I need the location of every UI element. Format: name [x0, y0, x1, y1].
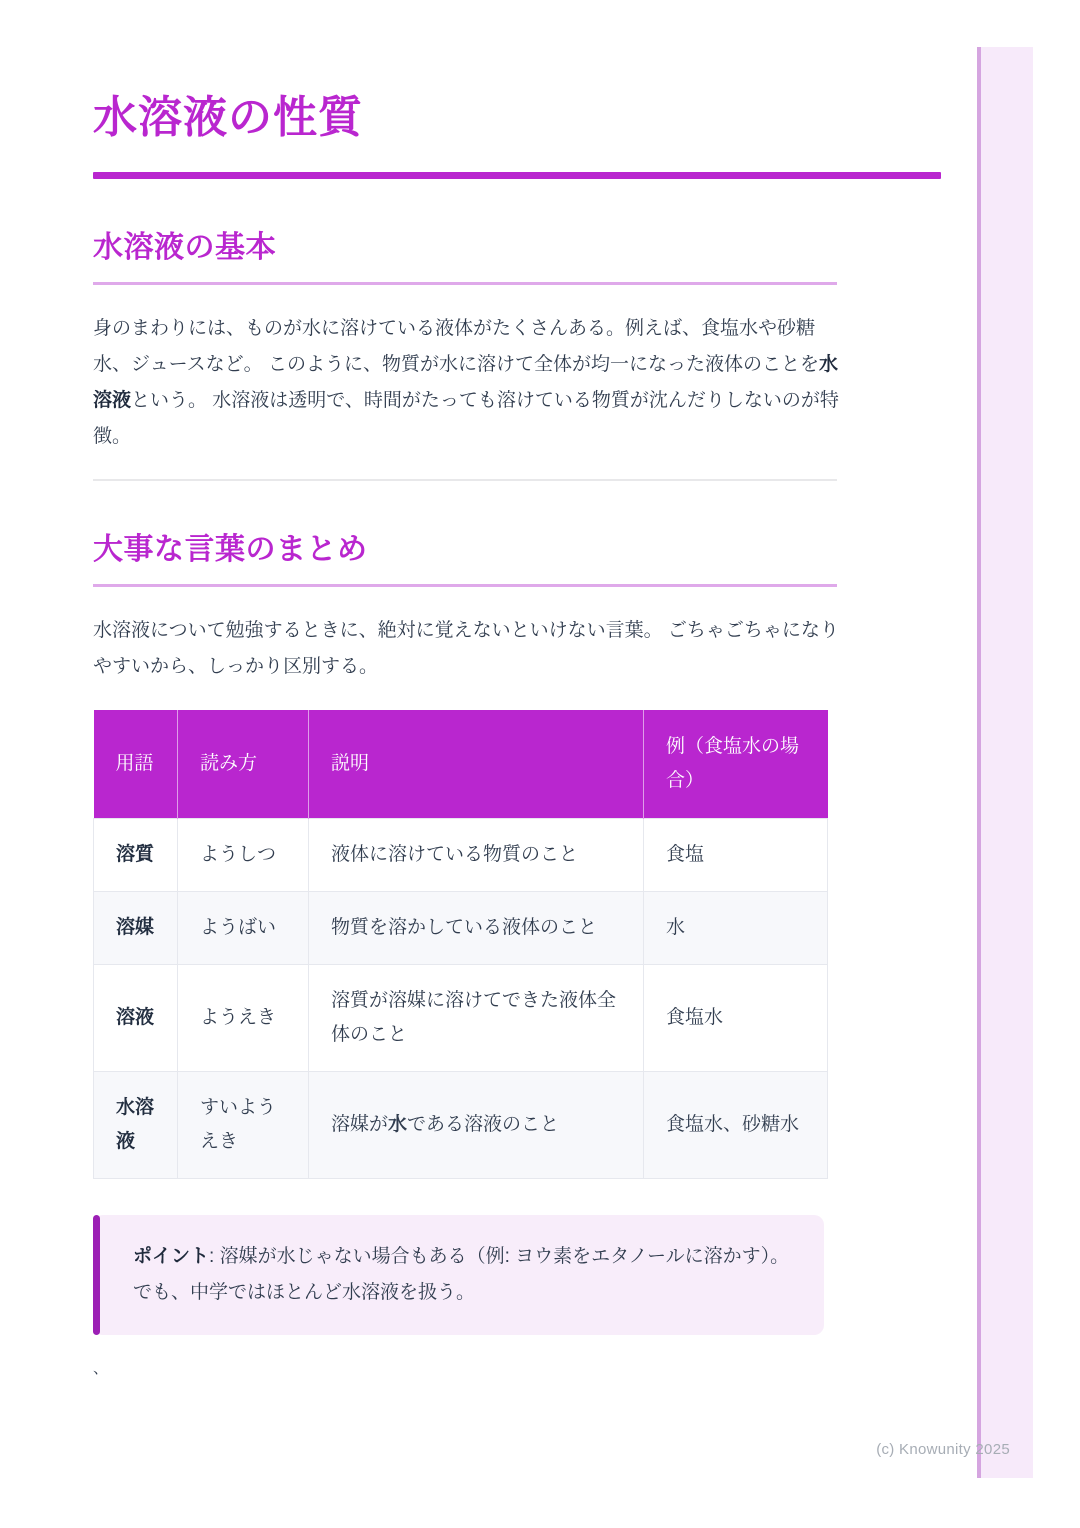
document-page [93, 0, 841, 1378]
reading-cell: すいようえき [178, 1072, 309, 1179]
description-post: である溶液のこと [407, 1114, 560, 1135]
section-heading-basics: 水溶液の基本 [93, 231, 276, 264]
reading-cell: ようしつ [178, 819, 309, 892]
reading-cell: ようえき [178, 965, 309, 1072]
example-cell: 水 [644, 892, 828, 965]
term-cell: 溶質 [94, 819, 178, 892]
callout-text: : 溶媒が水じゃない場合もある（例: ヨウ素をエタノールに溶かす）。でも、中学ではほとんど水溶液を扱う。 [133, 1246, 790, 1303]
section-divider [93, 479, 837, 481]
table-row-aqueous-solution [94, 1072, 828, 1179]
header-cell-description: 説明 [309, 710, 644, 819]
reading-cell: ようばい [178, 892, 309, 965]
callout-accent-bar [93, 1215, 100, 1335]
description-cell [309, 1072, 644, 1179]
table-row-solute [94, 819, 828, 892]
paragraph-basics-post: という。 水溶液は透明で、時間がたっても溶けている物質が沈んだりしないのが特徴。 [93, 390, 839, 447]
point-callout [93, 1215, 824, 1335]
example-cell: 食塩水 [644, 965, 828, 1072]
term-cell: 溶媒 [94, 892, 178, 965]
term-cell: 水溶液 [94, 1072, 178, 1179]
description-pre: 物質を溶かしている液体のこと [331, 917, 598, 938]
table-row-solution [94, 965, 828, 1072]
description-pre: 液体に溶けている物質のこと [331, 844, 579, 865]
example-cell: 食塩 [644, 819, 828, 892]
paragraph-basics [93, 311, 841, 455]
table-row-solvent [94, 892, 828, 965]
section-heading-terms: 大事な言葉のまとめ [93, 533, 368, 566]
callout-label: ポイント [133, 1246, 210, 1267]
example-cell: 食塩水、砂糖水 [644, 1072, 828, 1179]
footer-credit: (c) Knowunity 2025 [876, 1441, 1010, 1458]
stray-comma-mark: 、 [93, 1360, 109, 1377]
side-stripe [977, 47, 1033, 1478]
title-rule [93, 172, 941, 179]
table-header-row [94, 710, 828, 819]
paragraph-terms-intro: 水溶液について勉強するときに、絶対に覚えないといけない言葉。 ごちゃごちゃになりやすいから、しっかり区別する。 [93, 620, 839, 677]
header-cell-example: 例（食塩水の場合） [644, 710, 828, 819]
term-cell: 溶液 [94, 965, 178, 1072]
description-cell [309, 965, 644, 1072]
paragraph-basics-bold-term: 水溶液 [93, 354, 838, 411]
heading-underline-terms [93, 584, 837, 587]
paragraph-basics-pre: 身のまわりには、ものが水に溶けている液体がたくさんある。例えば、食塩水や砂糖水、ジュースなど。 このように、物質が水に溶けて全体が均一になった液体のことを [93, 318, 819, 375]
description-cell [309, 819, 644, 892]
header-cell-reading: 読み方 [178, 710, 309, 819]
description-cell [309, 892, 644, 965]
description-pre: 溶媒が [331, 1114, 389, 1135]
description-bold: 水 [388, 1114, 408, 1135]
page-title: 水溶液の性質 [93, 93, 363, 142]
description-pre: 溶質が溶媒に溶けてできた液体全体のこと [331, 990, 617, 1045]
side-stripe-edge [977, 47, 981, 1478]
heading-underline-basics [93, 282, 837, 285]
header-cell-term: 用語 [94, 710, 178, 819]
terms-table [93, 710, 828, 1179]
